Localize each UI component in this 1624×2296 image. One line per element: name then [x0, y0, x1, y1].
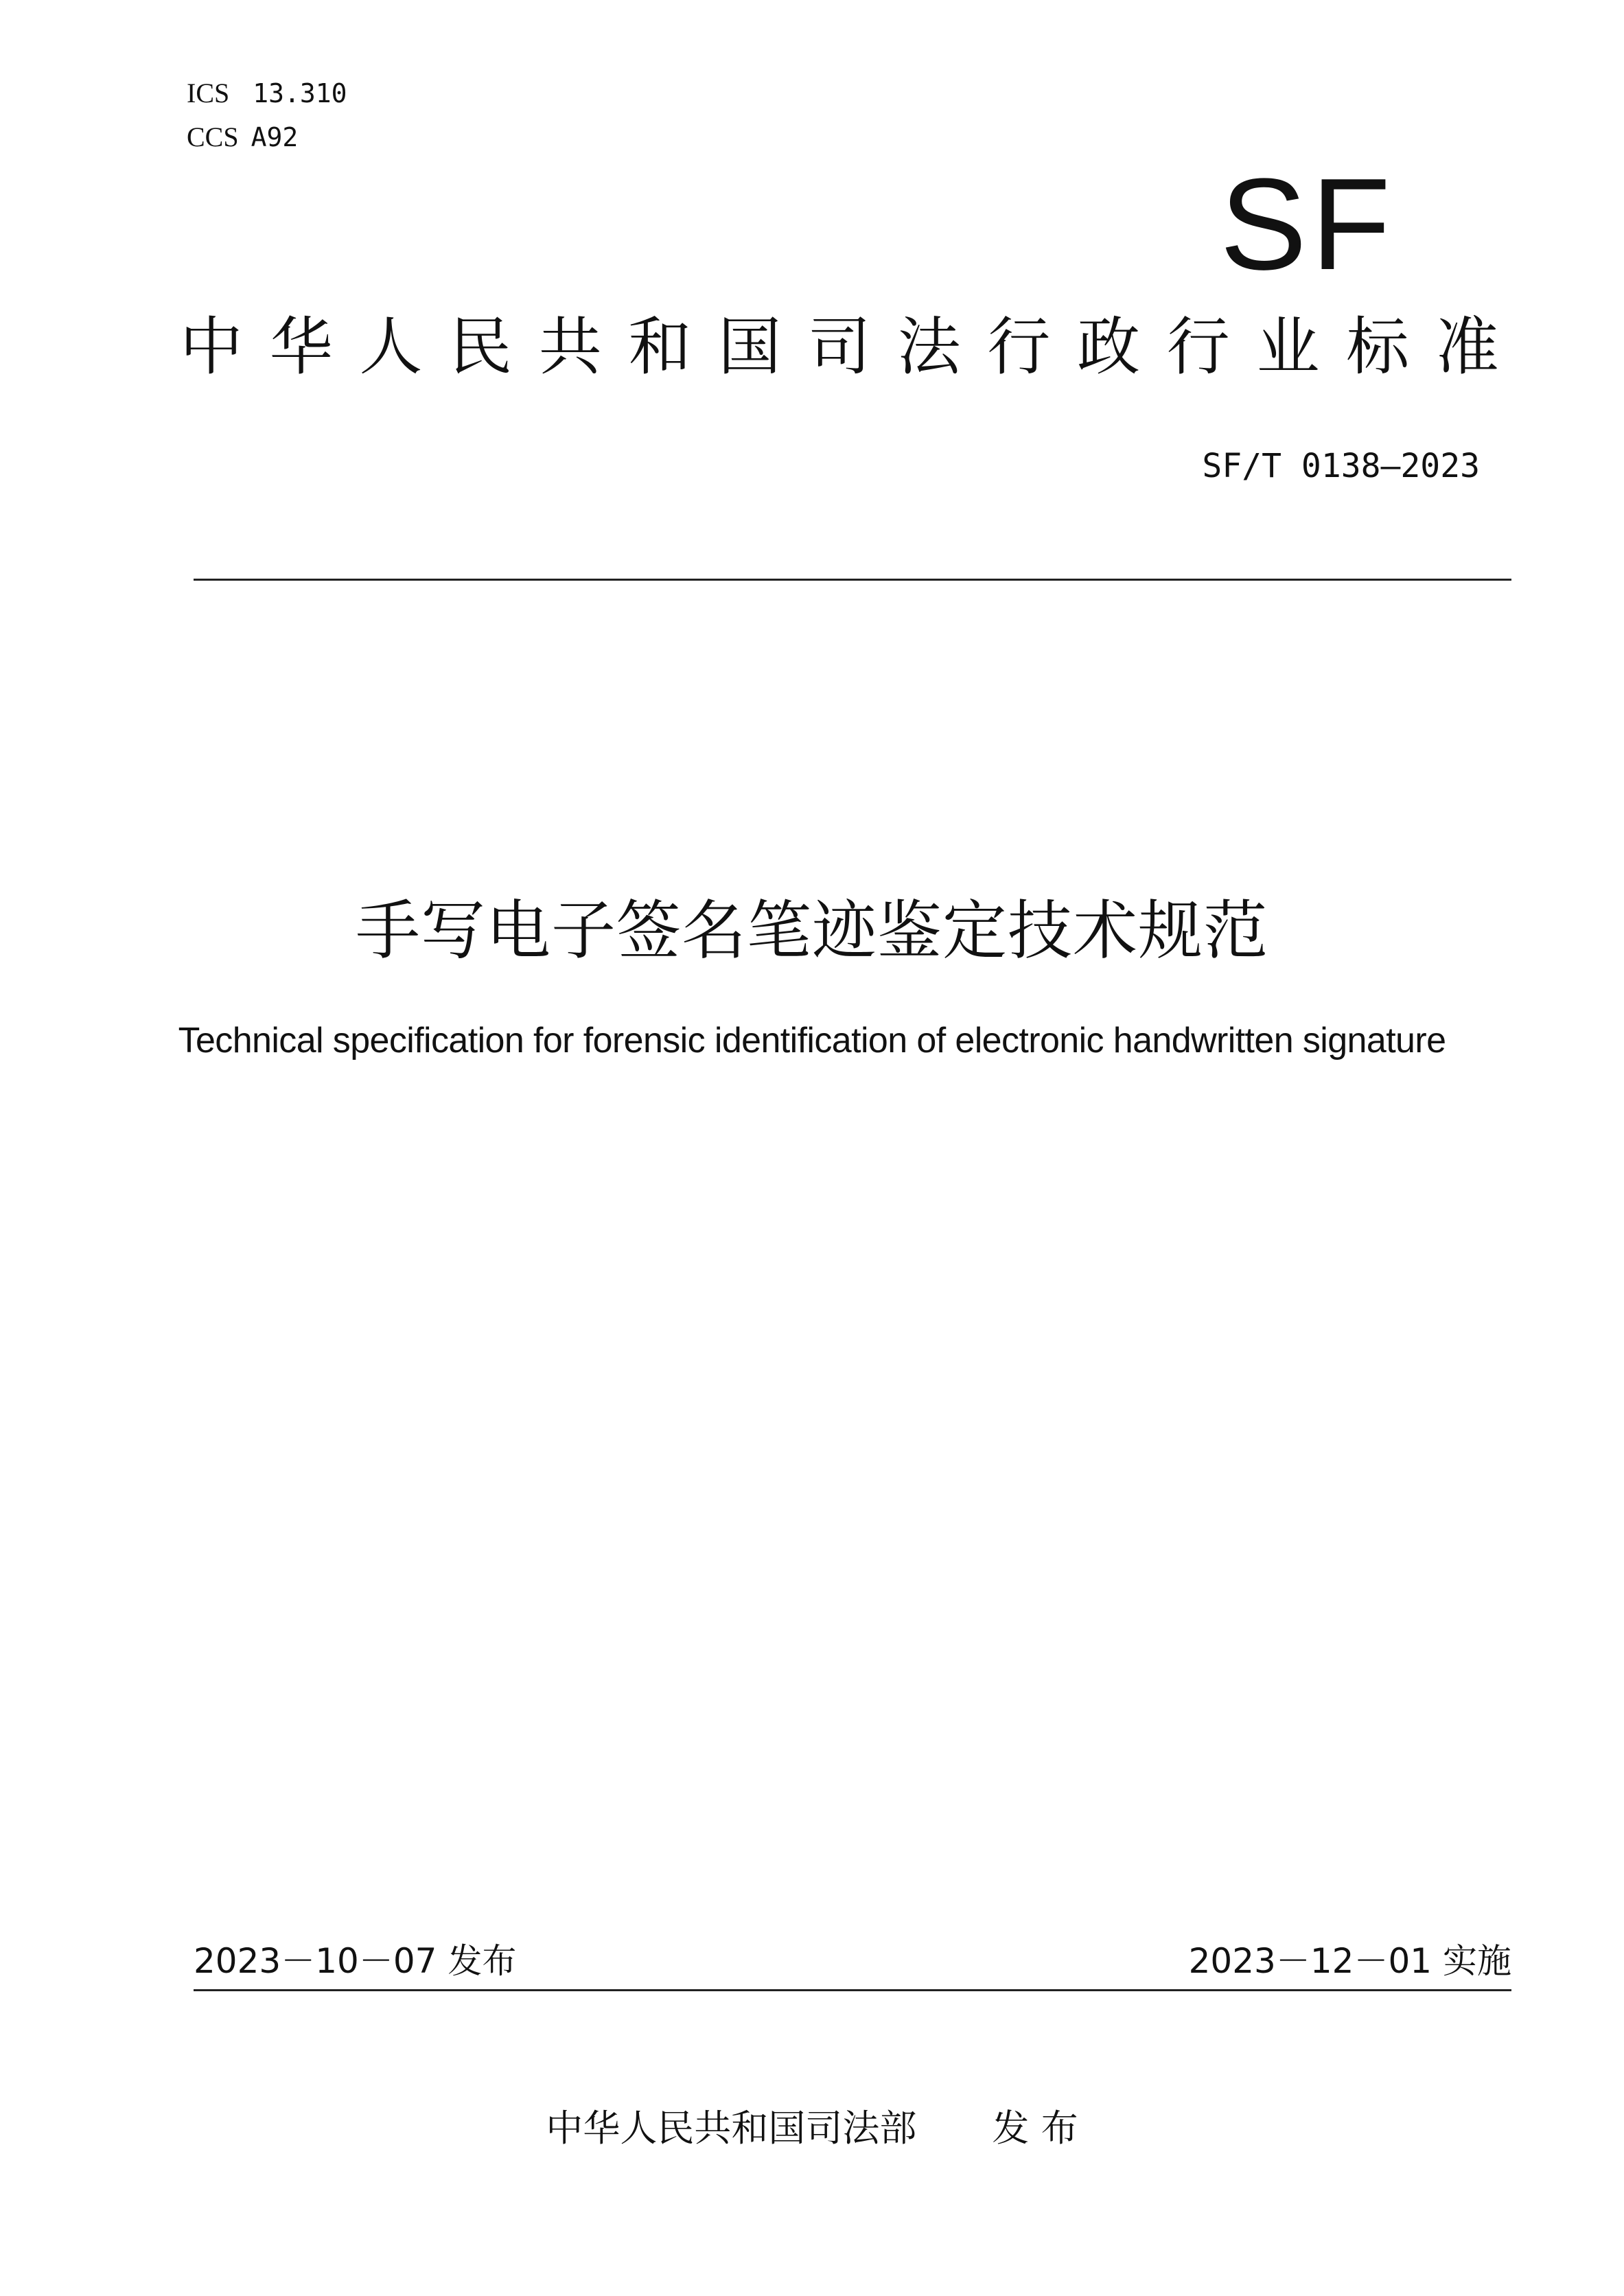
- standard-type-char: 行: [987, 310, 1051, 384]
- document-title-chinese: 手写电子签名笔迹鉴定技术规范: [355, 894, 1268, 969]
- footer-divider: [194, 1989, 1511, 1991]
- standard-type-char: 民: [449, 310, 513, 384]
- ics-value: 13.310: [253, 78, 347, 108]
- standard-type-char: 共: [538, 310, 602, 384]
- standard-type-char: 标: [1346, 310, 1410, 384]
- implementation-date: 2023－12－01 实施: [1188, 1941, 1511, 1981]
- standard-type-char: 政: [1077, 310, 1141, 384]
- publisher-line: [0, 2107, 1624, 2150]
- standard-type-char: 国: [718, 310, 782, 384]
- document-title-english: Technical specification for forensic identification of electronic handwritten signature: [178, 1021, 1446, 1060]
- publisher-name: 中华人民共和国司法部: [546, 2107, 917, 2150]
- ccs-label: CCS: [187, 121, 239, 152]
- ics-line: [187, 80, 347, 107]
- ccs-value: A92: [251, 122, 299, 152]
- issue-date: 2023－10－07 发布: [194, 1941, 517, 1981]
- ccs-line: [187, 121, 299, 152]
- ics-label: ICS: [187, 78, 230, 108]
- standard-type-char: 司: [807, 310, 871, 384]
- standard-type-char: 华: [269, 310, 333, 384]
- standard-type-char: 准: [1435, 310, 1499, 384]
- standard-type-char: 中: [180, 310, 244, 384]
- standard-type-char: 法: [897, 310, 961, 384]
- standard-type-char: 人: [359, 310, 423, 384]
- publisher-action: 发 布: [992, 2107, 1078, 2150]
- standard-type-char: 业: [1256, 310, 1320, 384]
- standard-type-heading: [180, 310, 1499, 384]
- standard-type-char: 和: [628, 310, 692, 384]
- standard-type-char: 行: [1166, 310, 1230, 384]
- sf-logo: SF: [1220, 152, 1395, 297]
- header-divider: [194, 579, 1511, 581]
- standard-code: SF/T 0138—2023: [1202, 447, 1480, 485]
